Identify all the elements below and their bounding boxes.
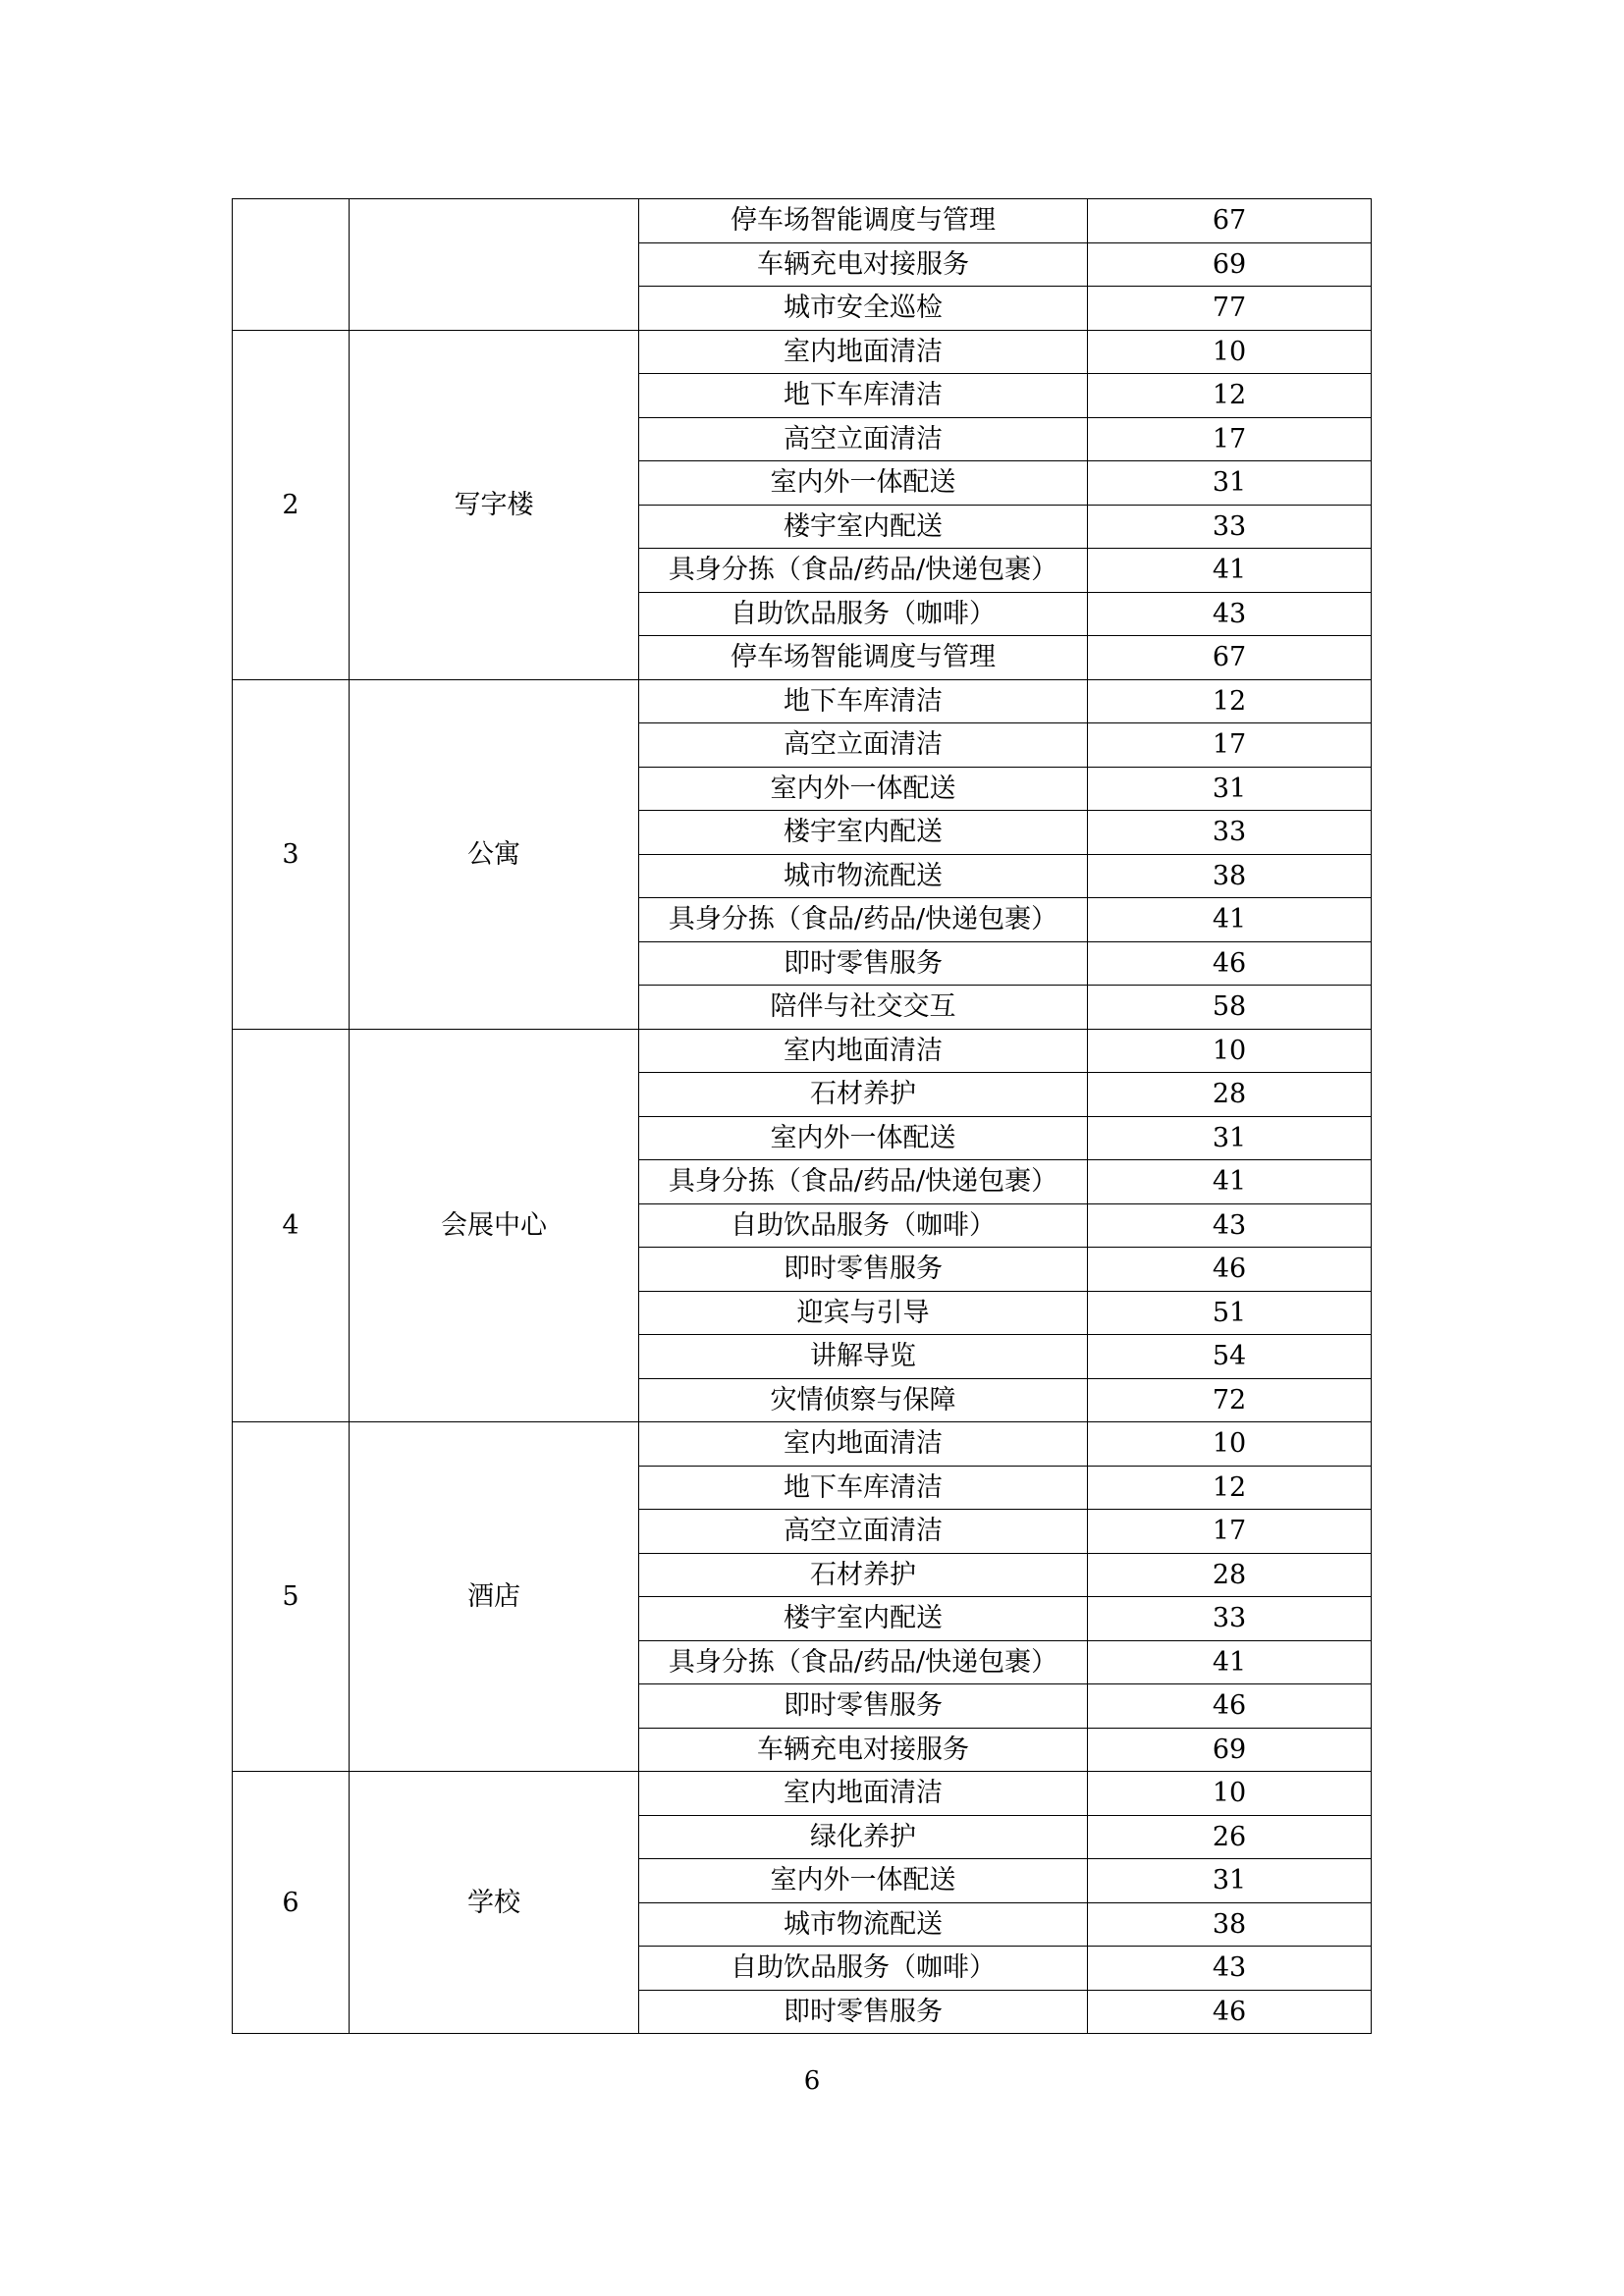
table-row [233, 1029, 1372, 1073]
group-number-cell: 2 [233, 330, 350, 679]
table-row [233, 1422, 1372, 1467]
service-cell: 城市安全巡检 [639, 287, 1088, 331]
service-cell: 高空立面清洁 [639, 1510, 1088, 1554]
code-cell: 28 [1088, 1553, 1372, 1597]
code-cell: 46 [1088, 941, 1372, 986]
service-cell: 迎宾与引导 [639, 1291, 1088, 1335]
service-cell: 自助饮品服务（咖啡） [639, 1203, 1088, 1248]
service-cell: 地下车库清洁 [639, 374, 1088, 418]
group-place-cell: 公寓 [350, 679, 639, 1029]
group-number-cell: 6 [233, 1772, 350, 2034]
group-place-cell: 写字楼 [350, 330, 639, 679]
code-cell: 31 [1088, 1116, 1372, 1160]
service-cell: 室内外一体配送 [639, 1859, 1088, 1903]
service-cell: 车辆充电对接服务 [639, 1728, 1088, 1772]
service-cell: 室内外一体配送 [639, 1116, 1088, 1160]
service-cell: 即时零售服务 [639, 941, 1088, 986]
code-cell: 38 [1088, 854, 1372, 898]
code-cell: 28 [1088, 1073, 1372, 1117]
code-cell: 10 [1088, 1029, 1372, 1073]
code-cell: 38 [1088, 1902, 1372, 1947]
table-row [233, 679, 1372, 723]
service-cell: 楼宇室内配送 [639, 1597, 1088, 1641]
code-cell: 31 [1088, 461, 1372, 506]
code-cell: 31 [1088, 767, 1372, 811]
service-cell: 具身分拣（食品/药品/快递包裹） [639, 1160, 1088, 1204]
code-cell: 12 [1088, 679, 1372, 723]
service-cell: 高空立面清洁 [639, 417, 1088, 461]
service-cell: 具身分拣（食品/药品/快递包裹） [639, 549, 1088, 593]
service-cell: 城市物流配送 [639, 1902, 1088, 1947]
service-cell: 车辆充电对接服务 [639, 242, 1088, 287]
table-row [233, 199, 1372, 243]
service-cell: 具身分拣（食品/药品/快递包裹） [639, 1640, 1088, 1684]
service-cell: 陪伴与社交交互 [639, 986, 1088, 1030]
service-cell: 讲解导览 [639, 1335, 1088, 1379]
service-cell: 具身分拣（食品/药品/快递包裹） [639, 898, 1088, 942]
service-cell: 即时零售服务 [639, 1248, 1088, 1292]
service-cell: 即时零售服务 [639, 1990, 1088, 2034]
code-cell: 17 [1088, 417, 1372, 461]
code-cell: 10 [1088, 1422, 1372, 1467]
service-cell: 室内外一体配送 [639, 461, 1088, 506]
group-number-cell: 5 [233, 1422, 350, 1772]
service-cell: 城市物流配送 [639, 854, 1088, 898]
group-number-cell [233, 199, 350, 331]
group-place-cell: 酒店 [350, 1422, 639, 1772]
service-cell: 室内地面清洁 [639, 1772, 1088, 1816]
code-cell: 12 [1088, 1466, 1372, 1510]
service-cell: 绿化养护 [639, 1815, 1088, 1859]
code-cell: 72 [1088, 1378, 1372, 1422]
service-cell: 自助饮品服务（咖啡） [639, 1947, 1088, 1991]
code-cell: 58 [1088, 986, 1372, 1030]
code-cell: 67 [1088, 199, 1372, 243]
code-cell: 46 [1088, 1248, 1372, 1292]
code-cell: 43 [1088, 1203, 1372, 1248]
code-cell: 33 [1088, 1597, 1372, 1641]
code-cell: 12 [1088, 374, 1372, 418]
code-cell: 33 [1088, 505, 1372, 549]
group-number-cell: 3 [233, 679, 350, 1029]
group-place-cell [350, 199, 639, 331]
code-cell: 46 [1088, 1990, 1372, 2034]
code-cell: 41 [1088, 1640, 1372, 1684]
service-cell: 室内外一体配送 [639, 767, 1088, 811]
code-cell: 69 [1088, 242, 1372, 287]
page-number: 6 [803, 2066, 821, 2096]
service-cell: 地下车库清洁 [639, 1466, 1088, 1510]
table-row [233, 1772, 1372, 1816]
code-cell: 77 [1088, 287, 1372, 331]
service-cell: 室内地面清洁 [639, 1029, 1088, 1073]
service-cell: 停车场智能调度与管理 [639, 636, 1088, 680]
code-cell: 17 [1088, 723, 1372, 768]
service-cell: 地下车库清洁 [639, 679, 1088, 723]
code-cell: 69 [1088, 1728, 1372, 1772]
service-cell: 室内地面清洁 [639, 1422, 1088, 1467]
service-cell: 楼宇室内配送 [639, 811, 1088, 855]
code-cell: 43 [1088, 1947, 1372, 1991]
service-cell: 高空立面清洁 [639, 723, 1088, 768]
code-cell: 46 [1088, 1684, 1372, 1729]
service-cell: 石材养护 [639, 1553, 1088, 1597]
group-place-cell: 学校 [350, 1772, 639, 2034]
code-cell: 54 [1088, 1335, 1372, 1379]
code-cell: 10 [1088, 1772, 1372, 1816]
service-cell: 石材养护 [639, 1073, 1088, 1117]
service-cell: 室内地面清洁 [639, 330, 1088, 374]
service-cell: 即时零售服务 [639, 1684, 1088, 1729]
service-cell: 楼宇室内配送 [639, 505, 1088, 549]
code-cell: 41 [1088, 549, 1372, 593]
code-cell: 67 [1088, 636, 1372, 680]
scenario-service-table [232, 198, 1372, 2034]
service-cell: 停车场智能调度与管理 [639, 199, 1088, 243]
service-cell: 自助饮品服务（咖啡） [639, 592, 1088, 636]
code-cell: 26 [1088, 1815, 1372, 1859]
table-body [233, 199, 1372, 2034]
service-cell: 灾情侦察与保障 [639, 1378, 1088, 1422]
code-cell: 41 [1088, 1160, 1372, 1204]
code-cell: 51 [1088, 1291, 1372, 1335]
group-place-cell: 会展中心 [350, 1029, 639, 1422]
table-row [233, 330, 1372, 374]
group-number-cell: 4 [233, 1029, 350, 1422]
code-cell: 31 [1088, 1859, 1372, 1903]
code-cell: 33 [1088, 811, 1372, 855]
code-cell: 41 [1088, 898, 1372, 942]
code-cell: 43 [1088, 592, 1372, 636]
code-cell: 10 [1088, 330, 1372, 374]
code-cell: 17 [1088, 1510, 1372, 1554]
